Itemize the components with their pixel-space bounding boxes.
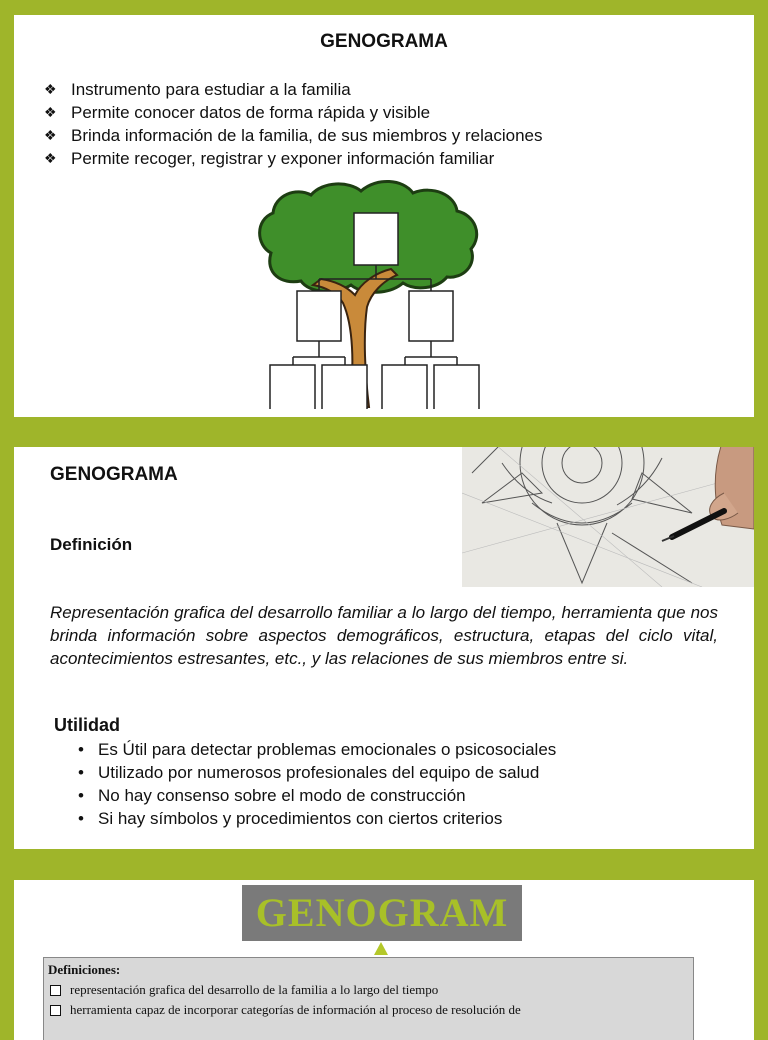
slide-genograma-definicion — [14, 447, 754, 849]
definition-item-text: representación grafica del desarrollo de la familia a lo largo del tiempo — [70, 982, 439, 997]
slide3-title-banner: GENOGRAM — [242, 885, 522, 941]
diamond-bullet-icon: ❖ — [44, 81, 57, 97]
up-arrow-icon — [374, 942, 388, 955]
diamond-bullet-icon: ❖ — [44, 104, 57, 120]
bullet-text: Brinda información de la familia, de sus miembros y relaciones — [71, 126, 543, 145]
bullet-text: Permite conocer datos de forma rápida y visible — [71, 103, 431, 122]
definition-item-text: herramienta capaz de incorporar categorías de información al proceso de resolución de — [70, 1002, 521, 1017]
diamond-bullet-icon: ❖ — [44, 127, 57, 143]
diamond-bullet-icon: ❖ — [44, 150, 57, 166]
bullet-text: Instrumento para estudiar a la familia — [71, 80, 351, 99]
checkbox-bullet-icon — [50, 1005, 61, 1016]
list-item: • No hay consenso sobre el modo de construcción — [76, 784, 556, 807]
list-item — [48, 980, 689, 1000]
list-item: • Si hay símbolos y procedimientos con ciertos criterios — [76, 807, 556, 830]
list-item — [44, 147, 542, 170]
slide-genogram-definiciones — [14, 880, 754, 1040]
bullet-text: Permite recoger, registrar y exponer información familiar — [71, 149, 495, 168]
list-item — [44, 101, 542, 124]
definitions-box — [43, 957, 694, 1040]
definition-heading: Definición — [50, 535, 133, 554]
utility-list — [76, 738, 556, 830]
list-item: • Es Útil para detectar problemas emocionales o psicosociales — [76, 738, 556, 761]
list-item — [48, 1000, 689, 1020]
slide1-bullet-list — [44, 78, 542, 170]
mandala-drawing-photo — [462, 447, 754, 587]
slide1-title: GENOGRAMA — [320, 31, 448, 52]
list-item: • Utilizado por numerosos profesionales del equipo de salud — [76, 761, 556, 784]
list-item — [44, 124, 542, 147]
family-tree-illustration — [251, 175, 487, 409]
definition-text: Representación grafica del desarrollo familiar a lo largo del tiempo, herramienta que nos brinda información sobre aspectos demográficos, estructura, etapas del ciclo vital, acontecimientos estresantes, etc., y las relaciones de sus miembros entre si. — [50, 603, 718, 668]
definitions-heading: Definiciones: — [48, 962, 121, 977]
utility-heading: Utilidad — [54, 715, 120, 735]
checkbox-bullet-icon — [50, 985, 61, 996]
list-item — [44, 78, 542, 101]
slide2-title: GENOGRAMA — [50, 464, 178, 485]
slide-genograma-intro — [14, 15, 754, 417]
